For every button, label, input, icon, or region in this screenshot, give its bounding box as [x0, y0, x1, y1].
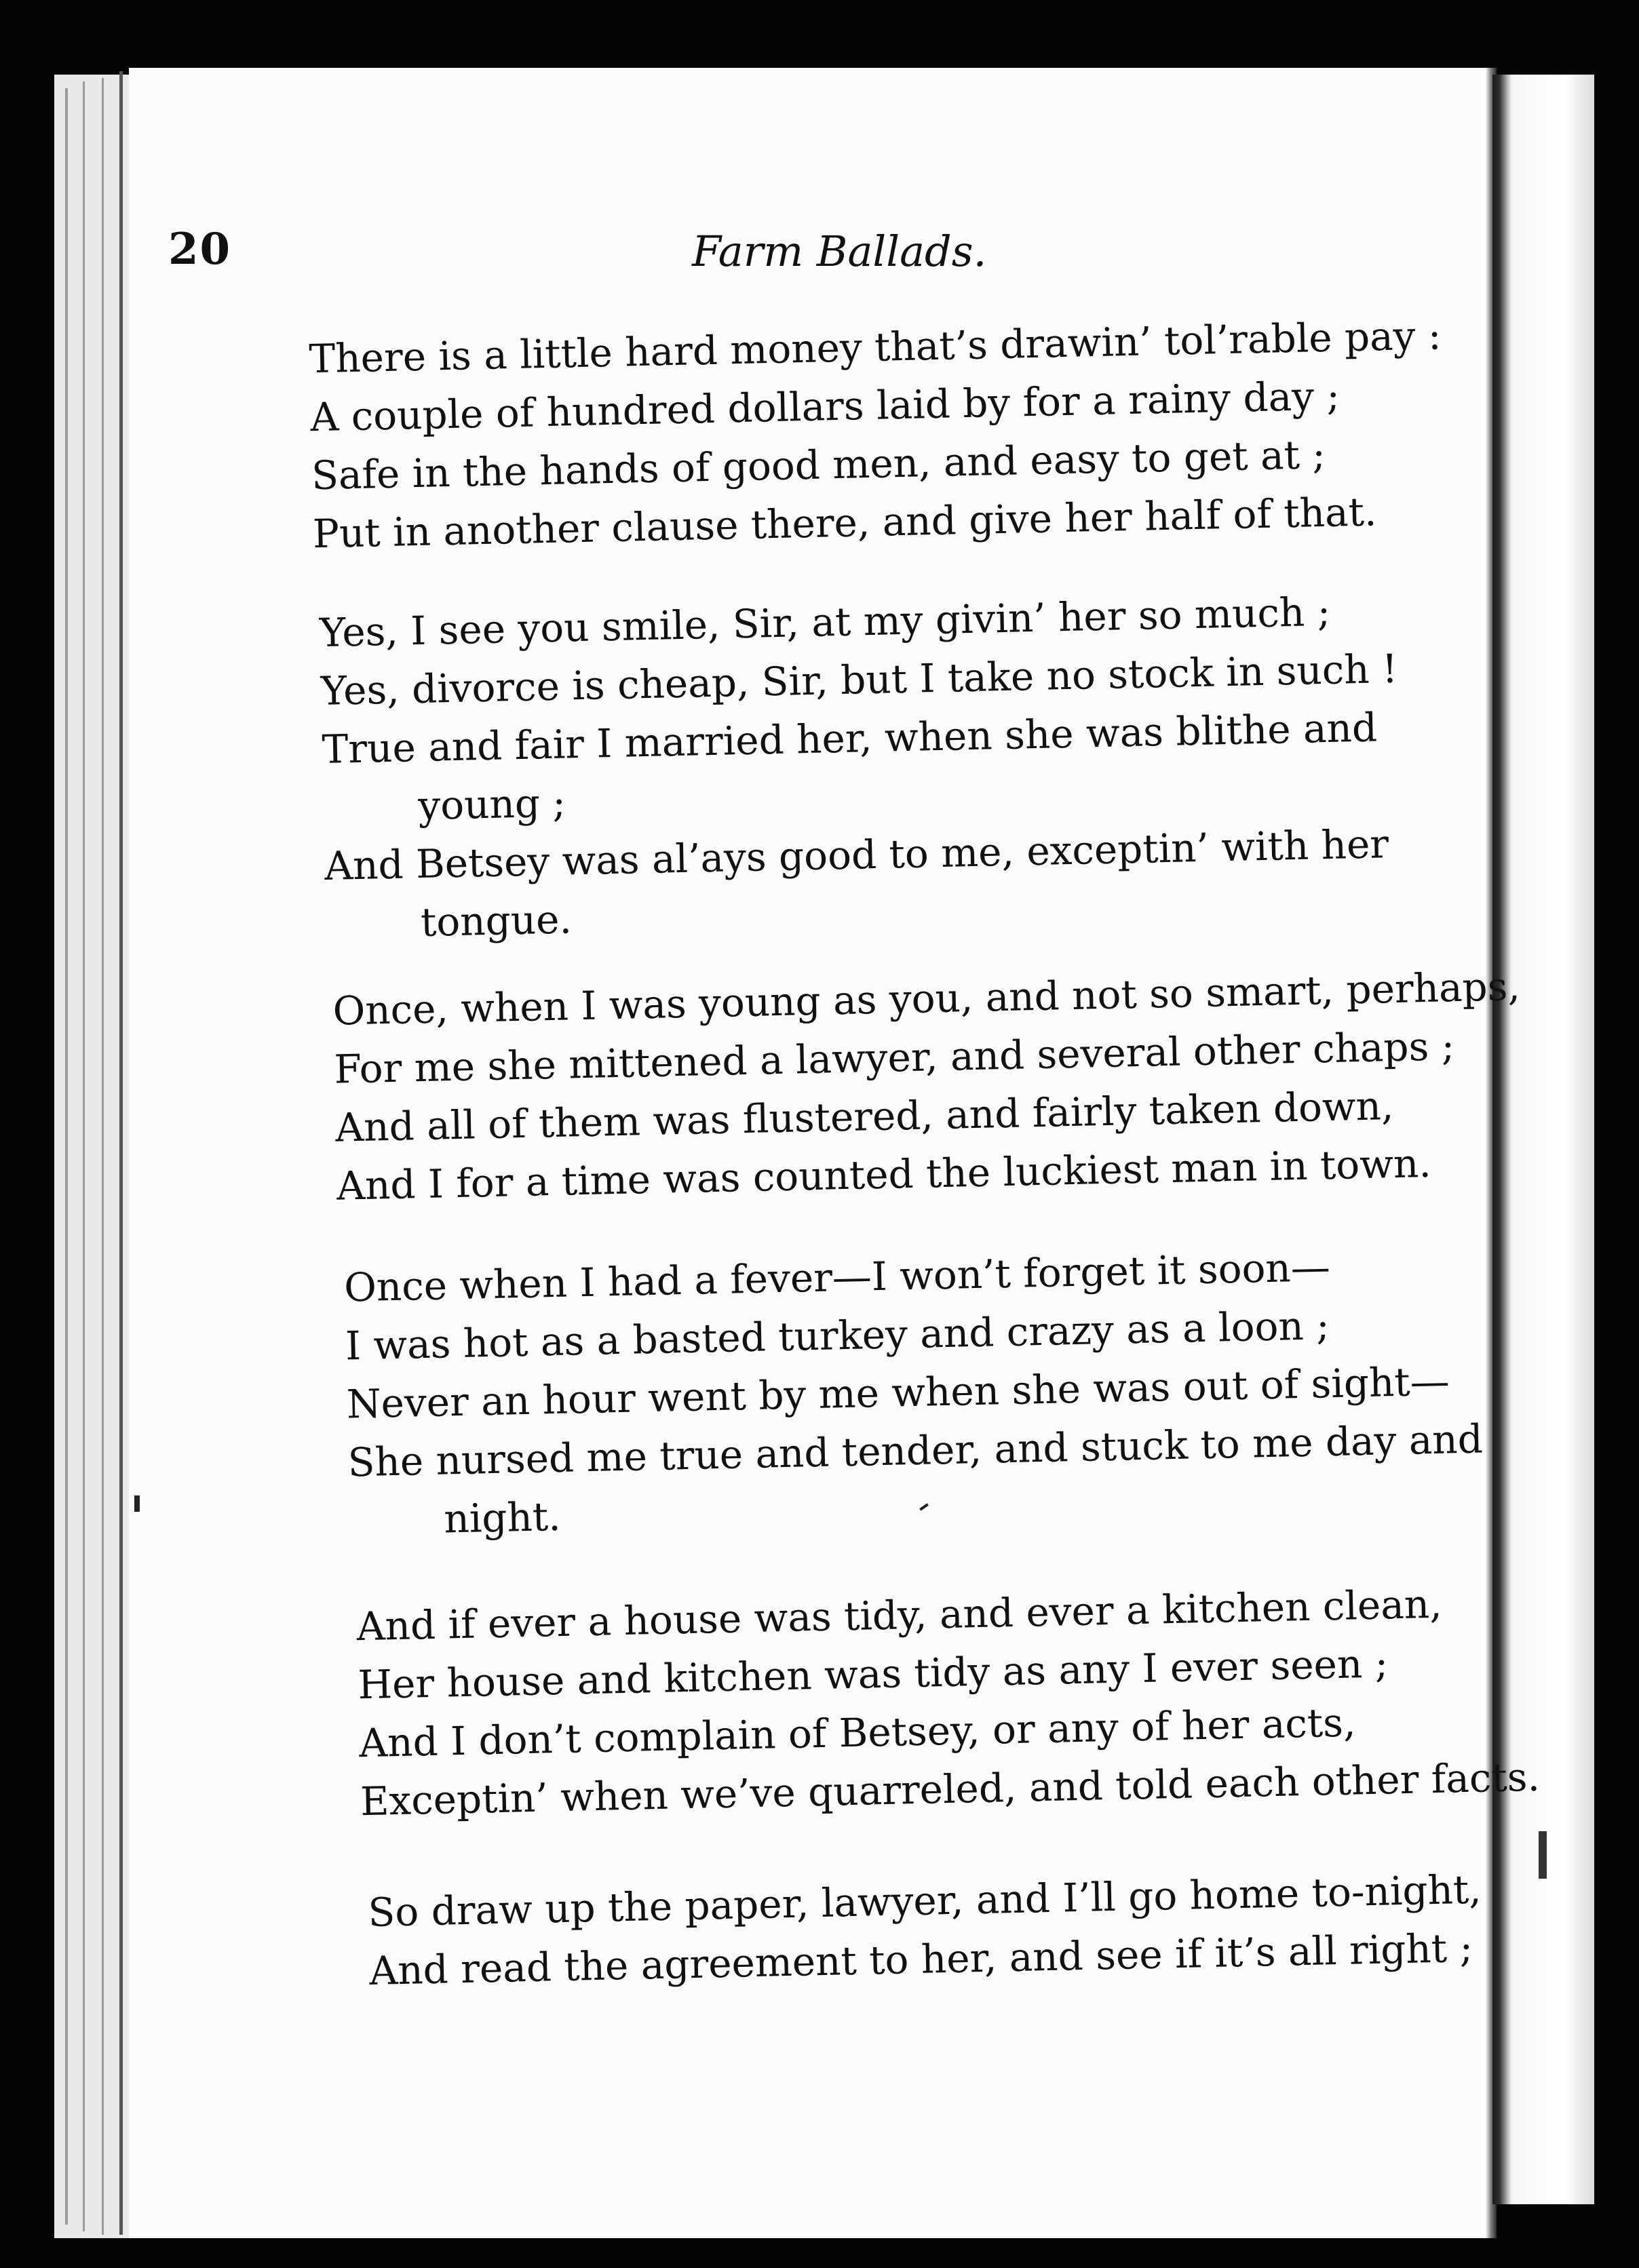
stanza — [343, 1234, 1484, 1550]
page-stack-edge — [119, 71, 123, 2235]
stanza — [332, 957, 1524, 1215]
poem-line: And all of them was flustered, and fairly taken down, — [334, 1082, 1395, 1151]
poem-line: And read the agreement to her, and see if it’s all right ; — [368, 1924, 1473, 1994]
poem-line: Her house and kitchen was tidy as any I ever seen ; — [357, 1640, 1389, 1708]
poem-line: young ; — [417, 779, 566, 829]
poem-line: So draw up the paper, lawyer, and I’ll go home to-night, — [367, 1866, 1482, 1936]
poem-line: Exceptin’ when we’ve quarreled, and told each other facts. — [360, 1753, 1541, 1825]
page-stack-edge — [83, 81, 85, 2231]
scan-speck — [1539, 1831, 1547, 1879]
stanza — [319, 581, 1403, 954]
poem-line: A couple of hundred dollars laid by for a rainy day ; — [309, 372, 1341, 441]
poem-line: Once, when I was young as you, and not so smart, perhaps, — [332, 963, 1521, 1034]
poem-line: And I for a time was counted the luckiest man in town. — [336, 1139, 1432, 1209]
running-title: Farm Ballads. — [692, 227, 987, 276]
poem-line: There is a little hard money that’s drawin’ tol’rable pay : — [308, 312, 1442, 383]
poem-line: She nursed me true and tender, and stuck to me day and — [347, 1415, 1484, 1486]
poem-line: Yes, divorce is cheap, Sir, but I take no stock in such ! — [320, 645, 1398, 715]
page-stack-edge — [102, 78, 104, 2235]
poem-line: And if ever a house was tidy, and ever a kitchen clean, — [356, 1580, 1443, 1650]
poem-line: Never an hour went by me when she was out of sight— — [346, 1358, 1450, 1428]
poem-line: And Betsey was al’ays good to me, exceptin’ with her — [324, 821, 1389, 889]
poem-line: And I don’t complain of Betsey, or any of her acts, — [358, 1699, 1357, 1767]
page-header — [0, 224, 1639, 285]
stanza — [356, 1573, 1541, 1831]
page-number: 20 — [168, 224, 232, 275]
scan-speck — [134, 1495, 140, 1512]
stanza — [368, 1860, 1484, 2000]
poem-line: Safe in the hands of good men, and easy to get at ; — [311, 431, 1326, 499]
stanza — [309, 306, 1446, 563]
poem-line: Once when I had a fever—I won’t forget it soon— — [343, 1244, 1331, 1311]
poem-line: night. — [443, 1493, 562, 1542]
poem-line: I was hot as a basted turkey and crazy as a loon ; — [345, 1302, 1330, 1369]
poem-line: Yes, I see you smile, Sir, at my givin’ her so much ; — [319, 588, 1331, 657]
poem-line: For me she mittened a lawyer, and several other chaps ; — [333, 1023, 1455, 1093]
poem-line: Put in another clause there, and give her half of that. — [312, 488, 1377, 558]
page-stack-edge — [65, 88, 68, 2225]
poem-line: True and fair I married her, when she was blithe and — [321, 704, 1378, 773]
poem-line: tongue. — [420, 896, 573, 946]
